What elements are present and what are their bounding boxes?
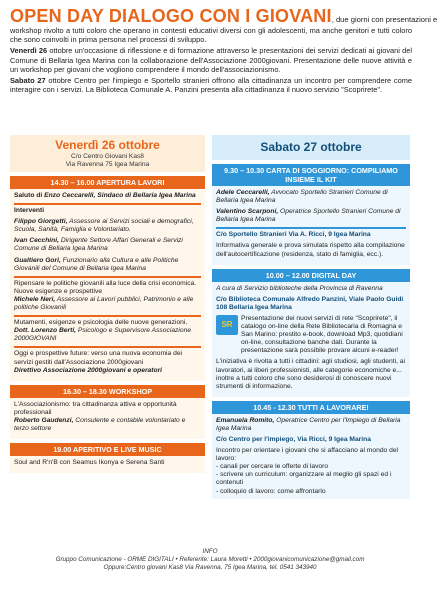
work-description: Incontro per orientare i giovani che si affacciano al mondo del lavoro: — [216, 447, 399, 463]
music-text: Soul and R'n'B con Seamus Ikonya e Serena Santi — [14, 459, 165, 467]
saturday-column — [212, 135, 410, 499]
saturday-residence-bar: 9.30 – 10.30 CARTA DI SOGGIORNO: COMPILIAMO INSIEME IL KIT — [212, 164, 410, 186]
work-bullet-1: - canali per cercare le offerte di lavoro — [216, 463, 329, 471]
info-contact-line-1: Gruppo Comunicazione - ORME DIGITALI • Referente: Laura Moretti • 2000giovanicomunicazione@gmail.com — [55, 556, 365, 563]
talk-1 — [14, 280, 201, 312]
saturday-work-body — [212, 414, 410, 499]
digital-description: Presentazione dei nuovi servizi di rete "Scoprirete", il catalogo on-line della Rete Bibliotecaria di Romagna e San Marino: prestito e-book, download Mp3, quotidiani on-line, consultazione banche dati. Durante la presentazione sarà possibile provare alcuni e-reader! — [241, 314, 403, 355]
speaker-2-name: Ivan Cecchini, — [14, 237, 59, 245]
speaker-2 — [14, 237, 201, 253]
divider — [14, 315, 201, 317]
speaker-3-role: Funzionario alla Cultura e alle Politiche Giovanili del Comune di Bellaria Igea Marina — [14, 256, 179, 272]
divider — [14, 346, 201, 348]
saturday-digital-bar: 10.00 – 12.00 DIGITAL DAY — [212, 269, 410, 282]
divider — [14, 276, 201, 278]
saturday-lead: Sabato 27 — [10, 76, 46, 86]
residence-speaker-1-role: Avvocato Sportello Stranieri Comune di Bellaria Igea Marina — [216, 189, 388, 205]
friday-workshop-body — [10, 398, 205, 439]
talk-2 — [14, 319, 201, 343]
talk-2-role: Psicologo e Supervisore Associazione 2000GIOVANI — [14, 327, 192, 343]
workshop-1 — [14, 401, 201, 433]
saturday-header — [212, 135, 410, 160]
divider — [216, 227, 406, 229]
friday-day: Venerdì 26 ottobre — [55, 138, 160, 152]
talk-1-title: Ripensare le politiche giovanili alla luce della crisi economica. Nuove esigenze e prospettive — [14, 279, 197, 295]
residence-speaker-2-role: Operatrice Sportello Stranieri Comune di Bellaria Igea Marina — [216, 208, 401, 224]
digital-intro — [216, 315, 406, 358]
divider — [14, 203, 201, 205]
friday-music-bar: 19.00 APERITIVO E LIVE MUSIC — [10, 443, 205, 456]
intro-paragraph-2 — [10, 46, 412, 74]
intro-p2-text: ottobre un'occasione di riflessione e di formazione attraverso le presentazioni dei servizi dedicati ai giovani del Comune di Bellaria Igea Marina con la collaborazione dell'Associazione 2000giovani. Presentazione delle nuove attività e un workshop per giovani che vogliono comprendere il mondo dell'associazionismo. — [10, 46, 413, 74]
greeting-text: Enzo Ceccarelli, Sindaco di Bellaria Igea Marina — [42, 192, 196, 199]
talk-2-title: Mutamenti, esigenze e psicologia delle nuove generazioni. — [14, 319, 188, 327]
scoprirete-logo: SR — [216, 315, 238, 335]
title-text: OPEN DAY DIALOGO CON I GIOVANI — [10, 6, 332, 26]
info-contact-line-2: Oppure:Centro giovani Kas8 Via Ravenna, 75 Igea Marina, tel. 0541 343940 — [103, 564, 317, 571]
talk-3-speakers: Direttivo Associazione 2000giovani e operatori — [14, 366, 163, 374]
speaker-3-name: Gualtiero Gori, — [14, 256, 61, 264]
speaker-1-role: Assessore ai Servizi sociali e demografici, Scuola, Sanità, Famiglia e Volontariato. — [14, 218, 194, 234]
digital-organizer: A cura di Servizio biblioteche della Provincia di Ravenna — [216, 284, 383, 292]
work-speaker — [216, 417, 406, 433]
residence-speaker-2-name: Valentino Scarponi, — [216, 208, 279, 216]
friday-place-1: C/o Centro Giovani Kas8 — [71, 153, 144, 160]
digital-place: C/o Biblioteca Comunale Alfredo Panzini, Viale Paolo Guidi 108 Bellaria Igea Marina — [216, 295, 404, 311]
workshop-1-role: Consulente e contabile volontariato e terzo settore — [14, 416, 186, 432]
speaker-3 — [14, 257, 201, 273]
friday-lead: Venerdì 26 — [10, 46, 48, 56]
speeches-heading: Interventi — [14, 207, 45, 215]
intro-paragraph-1: workshop rivolto a tutti coloro che operano in contesti educativi diversi con gli adolescenti, ma anche genitori e tutti coloro che sono coinvolti in prima persona nel processi di sviluppo. — [10, 26, 412, 45]
talk-1-speaker: Michele Neri, — [14, 295, 56, 303]
friday-opening-body — [10, 189, 205, 381]
work-place: C/o Centro per l'impiego, Via Ricci, 9 Igea Marina — [216, 435, 371, 443]
talk-2-speaker: Dott. Lorenzo Berti, — [14, 327, 77, 335]
friday-column — [10, 135, 205, 473]
digital-audience: L'iniziativa è rivolta a tutti i cittadini: agli studiosi, agli studenti, ai lavoratori, ai liberi professionisti, alle categorie economiche e... inoltre a tutti coloro che sono desiderosi di conoscere nuovi strumenti di informazione. — [216, 358, 405, 390]
friday-header — [10, 135, 205, 172]
residence-place: C/o Sportello Stranieri Via A. Ricci, 9 Igea Marina — [216, 231, 371, 239]
info-label: INFO — [202, 548, 218, 555]
title-tail: , due giorni con presentazioni e — [331, 15, 437, 24]
speaker-1 — [14, 218, 201, 234]
friday-opening-bar: 14.30 – 16.00 APERTURA LAVORI — [10, 176, 205, 189]
residence-speaker-1-name: Adele Ceccarelli, — [216, 189, 270, 196]
residence-speaker-2 — [216, 208, 406, 224]
speaker-1-name: Filippo Giorgetti, — [14, 218, 68, 226]
saturday-residence-body — [212, 186, 410, 265]
greeting-lead: Saluto di — [14, 192, 43, 199]
residence-speaker-1 — [216, 189, 406, 205]
workshop-1-speaker: Roberto Gaudenzi, — [14, 416, 74, 424]
work-speaker-name: Emanuela Romito, — [216, 416, 275, 424]
saturday-day: Sabato 27 ottobre — [260, 140, 362, 154]
speaker-2-role: Dirigente Settore Affari Generali e Servizi Comune di Bellaria Igea Marina — [14, 237, 183, 253]
talk-1-role: Assessore ai Lavori pubblici, Patrimonio e alle politiche Giovanili — [14, 295, 194, 312]
greeting — [14, 192, 201, 200]
intro-p3-text: ottobre Centro per l'impiego e Sportello stranieri offrono alla cittadinanza un incontro per comprendere come interagire con i servizi. La Biblioteca Comunale A. Panzini presenta alla cittadinanza il nuovo servizio "Scoprirete". — [10, 76, 412, 95]
saturday-digital-body — [212, 282, 410, 397]
intro-paragraph-3 — [10, 76, 412, 94]
friday-place-2: Via Ravenna 75 Igea Marina — [65, 161, 150, 168]
friday-music-body — [10, 456, 205, 473]
residence-description: Informativa generale e prova simulata rispetto alla compilazione dell'autocertificazione (residenza, stato di famiglia, ecc.). — [216, 242, 405, 258]
saturday-work-bar: 10.45 - 12.30 TUTTI A LAVORARE! — [212, 401, 410, 414]
talk-3 — [14, 350, 201, 374]
friday-workshop-bar: 16.30 – 18.30 WORKSHOP — [10, 385, 205, 398]
workshop-1-title: L'Associazionismo: tra cittadinanza attiva e opportunità professionali — [14, 400, 177, 416]
intro-text — [10, 26, 412, 94]
work-bullet-2: - scrivere un curriculum: organizzare al meglio gli spazi ed i contenuti — [216, 471, 392, 487]
info-footer — [0, 548, 420, 572]
talk-3-title: Oggi e prospettive future: verso una nuova economia dei servizi gestiti dall'Associazione 2000giovani — [14, 350, 183, 366]
page-title — [10, 6, 437, 27]
work-speaker-role: Operatrice Centro per l'Impiego di Bellaria Igea Marina — [216, 416, 401, 432]
work-bullet-3: - colloquio di lavoro: come affrontarlo — [216, 487, 326, 495]
